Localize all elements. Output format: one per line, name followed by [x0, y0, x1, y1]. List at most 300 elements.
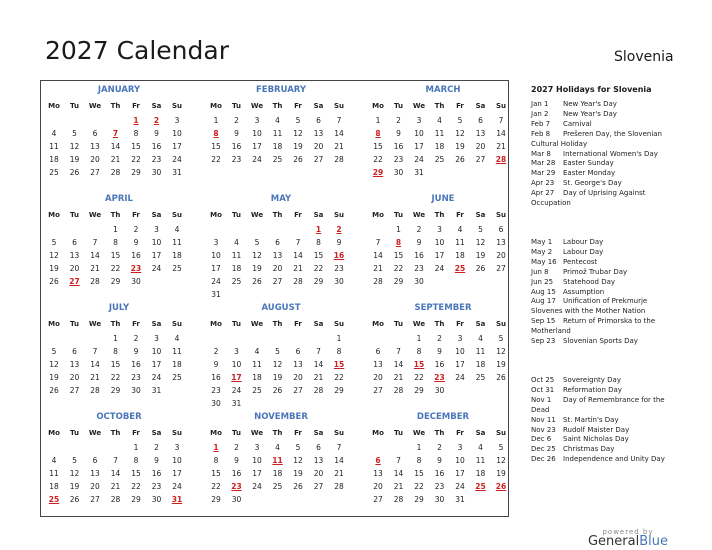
- calendar-day: 15: [313, 251, 324, 260]
- holiday-day: 27: [69, 277, 80, 286]
- calendar-day: 22: [131, 482, 141, 491]
- calendar-day: 21: [90, 264, 100, 273]
- calendar-day: 12: [252, 251, 262, 260]
- holiday-date: Jun 8: [531, 267, 549, 276]
- calendar-day: 3: [437, 225, 442, 234]
- calendar-day: 19: [252, 264, 262, 273]
- holiday-date: Jun 25: [531, 277, 554, 286]
- calendar-day: 30: [334, 277, 344, 286]
- calendar-day: 2: [234, 443, 239, 452]
- holiday-name: Sovereignty Day: [563, 376, 621, 384]
- holiday-item: [531, 386, 666, 396]
- calendar-day: 24: [434, 264, 445, 273]
- calendar-day: 24: [252, 155, 262, 164]
- calendar-day: 6: [72, 347, 77, 356]
- calendar-day: 22: [110, 264, 121, 273]
- brand-name-a: General: [587, 534, 640, 549]
- weekday-label: We: [250, 429, 264, 437]
- weekday-label: Mo: [210, 429, 222, 437]
- calendar-day: 19: [455, 142, 465, 151]
- calendar-day: 30: [414, 277, 424, 286]
- calendar-day: 8: [133, 129, 139, 138]
- holiday-date: Mar 29: [531, 169, 556, 178]
- holiday-date: Feb 8: [531, 129, 551, 138]
- calendar-day: 12: [455, 129, 465, 138]
- month-name: FEBRUARY: [255, 85, 307, 95]
- holiday-day: 23: [434, 373, 445, 382]
- calendar-day: 12: [293, 129, 303, 138]
- holiday-name: Day of Uprising Against Occupation: [531, 189, 646, 208]
- calendar-day: 5: [457, 116, 463, 125]
- calendar-day: 13: [90, 469, 100, 478]
- calendar-day: 23: [131, 373, 141, 382]
- calendar-day: 19: [293, 142, 303, 151]
- calendar-day: 19: [272, 373, 283, 382]
- month-name: AUGUST: [261, 303, 301, 313]
- calendar-day: 31: [211, 290, 221, 299]
- holiday-name: Labour Day: [563, 238, 604, 246]
- calendar-day: 12: [69, 142, 80, 151]
- calendar-day: 4: [51, 129, 57, 138]
- calendar-day: 20: [373, 482, 383, 491]
- holiday-date: Nov 23: [531, 425, 556, 434]
- weekday-label: Fr: [132, 211, 140, 219]
- calendar-day: 10: [151, 238, 162, 247]
- calendar-day: 29: [110, 386, 121, 395]
- weekday-label: Sa: [151, 429, 162, 437]
- calendar-day: 16: [393, 142, 404, 151]
- calendar-day: 5: [51, 347, 57, 356]
- calendar-day: 10: [172, 129, 182, 138]
- calendar-day: 19: [69, 482, 80, 491]
- weekday-label: Sa: [475, 211, 486, 219]
- calendar-day: 7: [92, 238, 98, 247]
- calendar-day: 28: [373, 277, 383, 286]
- calendar-day: 3: [213, 238, 219, 247]
- calendar-day: 3: [154, 225, 159, 234]
- calendar-day: 30: [231, 495, 242, 504]
- calendar-day: 14: [313, 360, 324, 369]
- weekday-label: Su: [333, 102, 345, 110]
- holiday-name: Statehood Day: [563, 277, 616, 286]
- calendar-day: 30: [131, 277, 141, 286]
- holiday-day: 25: [475, 482, 486, 491]
- holiday-name: New Year's Day: [563, 100, 617, 108]
- holiday-day: 1: [315, 225, 322, 234]
- weekday-label: Tu: [394, 211, 403, 219]
- weekday-label: Tu: [232, 320, 241, 328]
- calendar-day: 30: [434, 386, 445, 395]
- calendar-day: 5: [254, 238, 260, 247]
- calendar-day: 28: [393, 386, 404, 395]
- calendar-day: 27: [313, 482, 324, 491]
- weekday-label: Tu: [70, 320, 79, 328]
- calendar-day: 27: [90, 168, 100, 177]
- holiday-item: [531, 130, 666, 150]
- calendar-day: 24: [211, 277, 221, 286]
- weekday-label: Fr: [294, 320, 302, 328]
- calendar-day: 15: [373, 142, 383, 151]
- holiday-day: 15: [413, 360, 425, 369]
- holiday-item: [531, 455, 666, 465]
- weekday-label: Mo: [48, 320, 60, 328]
- weekday-label: Su: [171, 211, 183, 219]
- calendar-day: 11: [475, 347, 486, 356]
- holiday-item: [531, 248, 666, 258]
- holiday-item: [531, 258, 666, 268]
- calendar-day: 20: [69, 373, 80, 382]
- calendar-day: 29: [131, 168, 141, 177]
- calendar-day: 14: [110, 469, 121, 478]
- calendar-day: 7: [336, 116, 342, 125]
- calendar-day: 10: [455, 456, 465, 465]
- holiday-day: 23: [231, 482, 242, 491]
- holiday-name: New Year's Day: [563, 109, 617, 118]
- calendar-day: 12: [475, 238, 486, 247]
- holiday-day: 2: [336, 225, 342, 234]
- calendar-day: 21: [334, 142, 344, 151]
- weekday-label: Th: [272, 320, 283, 328]
- calendar-day: 19: [475, 251, 486, 260]
- calendar-day: 1: [133, 443, 139, 452]
- holiday-item: [531, 416, 666, 426]
- holiday-item: [531, 396, 666, 416]
- calendar-day: 26: [293, 155, 303, 164]
- calendar-day: 2: [213, 347, 219, 356]
- calendar-day: 25: [252, 386, 262, 395]
- weekday-label: Tu: [232, 102, 241, 110]
- holiday-name: Carnival: [563, 119, 592, 128]
- calendar-day: 8: [113, 238, 118, 247]
- weekday-label: Su: [333, 211, 345, 219]
- holiday-name: Return of Primorska to the Motherland: [531, 317, 656, 336]
- holiday-name: International Women's Day: [563, 149, 658, 158]
- calendar-day: 17: [434, 251, 445, 260]
- holiday-name: Assumption: [563, 287, 605, 296]
- calendar-day: 5: [51, 238, 57, 247]
- weekday-label: Tu: [232, 429, 241, 437]
- calendar-day: 11: [172, 347, 182, 356]
- calendar-day: 10: [151, 347, 162, 356]
- calendar-day: 6: [275, 238, 280, 247]
- holiday-name: Day of Remembrance for the Dead: [531, 395, 665, 414]
- calendar-day: 18: [475, 360, 486, 369]
- calendar-day: 4: [478, 334, 483, 343]
- weekday-label: Sa: [313, 211, 324, 219]
- calendar-day: 16: [434, 360, 445, 369]
- calendar-day: 23: [151, 482, 162, 491]
- calendar-day: 15: [131, 469, 141, 478]
- holiday-day: 1: [133, 116, 139, 125]
- calendar-day: 2: [133, 225, 139, 234]
- holiday-date: Feb 7: [531, 119, 551, 128]
- holiday-item: [531, 337, 666, 347]
- holiday-date: Dec 26: [531, 455, 556, 464]
- holidays-title: 2027 Holidays for Slovenia: [531, 85, 652, 94]
- calendar-day: 4: [275, 116, 280, 125]
- calendar-day: 20: [272, 264, 283, 273]
- holiday-item: [531, 189, 666, 209]
- calendar-day: 5: [478, 225, 483, 234]
- brand-name: [583, 534, 673, 549]
- weekday-label: We: [88, 102, 102, 110]
- holiday-day: 7: [112, 129, 119, 138]
- calendar-day: 26: [455, 155, 465, 164]
- calendar-day: 20: [293, 373, 303, 382]
- calendar-day: 23: [231, 155, 242, 164]
- calendar-day: 1: [375, 116, 381, 125]
- holiday-date: Apr 27: [531, 189, 555, 198]
- calendar-day: 19: [496, 469, 506, 478]
- calendar-day: 12: [49, 360, 59, 369]
- calendar-day: 19: [49, 373, 59, 382]
- calendar-day: 31: [455, 495, 465, 504]
- weekday-label: Tu: [232, 211, 241, 219]
- calendar-day: 7: [498, 116, 504, 125]
- calendar-day: 26: [69, 495, 80, 504]
- calendar-day: 20: [313, 469, 324, 478]
- holiday-date: Mar 28: [531, 159, 556, 168]
- month-name: SEPTEMBER: [414, 303, 472, 313]
- weekday-label: Th: [110, 320, 121, 328]
- holiday-item: [531, 110, 666, 120]
- calendar-day: 2: [396, 116, 401, 125]
- month-name: MARCH: [425, 85, 461, 95]
- weekday-label: We: [412, 429, 426, 437]
- calendar-day: 4: [275, 443, 280, 452]
- calendar-day: 4: [437, 116, 442, 125]
- calendar-day: 4: [457, 225, 463, 234]
- holiday-date: Jan 1: [531, 100, 549, 108]
- weekday-label: Tu: [394, 320, 403, 328]
- calendar-day: 9: [154, 129, 159, 138]
- calendar-day: 6: [316, 116, 321, 125]
- brand-logo: [583, 528, 673, 549]
- calendar-day: 16: [434, 469, 445, 478]
- calendar-day: 20: [90, 155, 100, 164]
- calendar-day: 9: [396, 129, 401, 138]
- calendar-day: 29: [110, 277, 121, 286]
- calendar-day: 20: [496, 251, 506, 260]
- weekday-label: Sa: [151, 320, 162, 328]
- holiday-day: 25: [454, 264, 466, 273]
- calendar-day: 16: [131, 360, 141, 369]
- calendar-day: 10: [211, 251, 221, 260]
- calendar-day: 28: [110, 168, 121, 177]
- calendar-day: 21: [110, 155, 121, 164]
- calendar-grid: [40, 80, 509, 517]
- holiday-day: 8: [375, 129, 381, 138]
- weekday-label: Fr: [456, 102, 464, 110]
- calendar-day: 25: [172, 264, 182, 273]
- calendar-day: 3: [416, 116, 422, 125]
- calendar-day: 27: [475, 155, 486, 164]
- weekday-label: Su: [333, 429, 345, 437]
- calendar-day: 21: [90, 373, 100, 382]
- calendar-day: 22: [313, 264, 324, 273]
- weekday-label: Mo: [48, 102, 60, 110]
- holiday-list-2: [531, 238, 666, 347]
- calendar-day: 14: [334, 129, 344, 138]
- weekday-label: Sa: [475, 102, 486, 110]
- weekday-label: Tu: [70, 429, 79, 437]
- calendar-day: 24: [172, 482, 182, 491]
- holiday-name: Labour Day: [563, 247, 604, 256]
- weekday-label: Mo: [48, 429, 60, 437]
- calendar-day: 20: [69, 264, 80, 273]
- calendar-day: 14: [393, 360, 404, 369]
- calendar-day: 25: [172, 373, 182, 382]
- weekday-label: Sa: [151, 102, 162, 110]
- weekday-label: Su: [171, 102, 183, 110]
- calendar-day: 25: [272, 155, 283, 164]
- weekday-label: Th: [434, 320, 445, 328]
- holiday-date: Sep 15: [531, 317, 556, 326]
- calendar-day: 19: [49, 264, 59, 273]
- calendar-day: 18: [272, 142, 283, 151]
- calendar-day: 21: [373, 264, 383, 273]
- weekday-label: Su: [171, 320, 183, 328]
- calendar-day: 13: [313, 129, 324, 138]
- calendar-day: 24: [455, 482, 465, 491]
- calendar-day: 18: [172, 251, 182, 260]
- calendar-day: 10: [172, 456, 182, 465]
- calendar-day: 23: [211, 386, 221, 395]
- calendar-day: 4: [174, 334, 180, 343]
- holiday-item: [531, 179, 666, 189]
- calendar-day: 6: [92, 129, 98, 138]
- calendar-day: 10: [455, 347, 465, 356]
- weekday-label: Sa: [313, 320, 324, 328]
- calendar-day: 22: [334, 373, 344, 382]
- calendar-day: 20: [90, 482, 100, 491]
- calendar-day: 22: [211, 155, 221, 164]
- calendar-day: 30: [131, 386, 141, 395]
- calendar-day: 3: [174, 116, 180, 125]
- calendar-day: 14: [110, 142, 121, 151]
- calendar-day: 8: [213, 456, 219, 465]
- page-title: 2027 Calendar: [45, 36, 229, 65]
- calendar-day: 9: [133, 238, 139, 247]
- calendar-day: 17: [455, 469, 465, 478]
- holiday-name: Pentecost: [563, 257, 598, 266]
- calendar-day: 29: [334, 386, 344, 395]
- calendar-day: 8: [316, 238, 321, 247]
- month-name: NOVEMBER: [254, 412, 308, 422]
- holiday-day: 8: [395, 238, 402, 247]
- calendar-day: 18: [49, 155, 59, 164]
- calendar-day: 17: [414, 142, 424, 151]
- calendar-day: 28: [90, 386, 100, 395]
- calendar-day: 22: [414, 373, 424, 382]
- month-name: MAY: [270, 194, 292, 204]
- calendar-day: 24: [172, 155, 182, 164]
- calendar-day: 27: [90, 495, 100, 504]
- calendar-day: 21: [313, 373, 324, 382]
- weekday-label: Mo: [210, 102, 222, 110]
- weekday-label: Th: [272, 429, 283, 437]
- weekday-label: Su: [495, 429, 507, 437]
- weekday-label: We: [250, 102, 264, 110]
- holiday-list-1: [531, 100, 666, 209]
- holiday-day: 6: [375, 456, 381, 465]
- weekday-label: Sa: [475, 320, 486, 328]
- calendar-day: 18: [455, 251, 465, 260]
- calendar-day: 23: [151, 155, 162, 164]
- calendar-day: 7: [92, 347, 98, 356]
- calendar-day: 19: [293, 469, 303, 478]
- weekday-label: We: [412, 320, 426, 328]
- calendar-day: 1: [416, 334, 422, 343]
- calendar-day: 5: [295, 116, 301, 125]
- calendar-day: 5: [498, 443, 504, 452]
- calendar-day: 10: [231, 360, 242, 369]
- calendar-day: 29: [131, 495, 141, 504]
- calendar-day: 27: [69, 386, 80, 395]
- calendar-day: 1: [213, 116, 219, 125]
- calendar-day: 6: [478, 116, 483, 125]
- calendar-day: 17: [252, 469, 262, 478]
- calendar-day: 29: [313, 277, 324, 286]
- calendar-day: 28: [393, 495, 404, 504]
- calendar-day: 20: [373, 373, 383, 382]
- calendar-day: 16: [151, 469, 162, 478]
- calendar-day: 12: [49, 251, 59, 260]
- calendar-day: 31: [231, 399, 242, 408]
- weekday-label: Fr: [294, 102, 302, 110]
- calendar-day: 31: [151, 386, 162, 395]
- calendar-day: 11: [434, 129, 445, 138]
- weekday-label: Su: [495, 102, 507, 110]
- calendar-day: 7: [316, 347, 321, 356]
- calendar-day: 1: [416, 443, 422, 452]
- calendar-day: 15: [393, 251, 404, 260]
- weekday-label: Mo: [210, 320, 222, 328]
- holiday-name: Primož Trubar Day: [563, 267, 628, 276]
- calendar-day: 26: [69, 168, 80, 177]
- calendar-day: 28: [334, 155, 344, 164]
- calendar-day: 1: [396, 225, 401, 234]
- holiday-day: 28: [495, 155, 507, 164]
- calendar-day: 9: [437, 347, 442, 356]
- weekday-label: Fr: [294, 211, 302, 219]
- calendar-day: 5: [275, 347, 280, 356]
- calendar-day: 24: [414, 155, 424, 164]
- weekday-label: Mo: [210, 211, 222, 219]
- weekday-label: Th: [434, 102, 445, 110]
- calendar-day: 10: [434, 238, 445, 247]
- calendar-day: 9: [133, 347, 139, 356]
- calendar-day: 30: [151, 495, 162, 504]
- calendar-day: 4: [174, 225, 180, 234]
- weekday-label: We: [250, 320, 264, 328]
- holiday-date: Apr 23: [531, 179, 555, 188]
- calendar-day: 26: [272, 386, 283, 395]
- calendar-day: 2: [234, 116, 239, 125]
- calendar-day: 8: [133, 456, 139, 465]
- calendar-day: 21: [496, 142, 506, 151]
- holiday-day: 31: [171, 495, 183, 504]
- calendar-day: 10: [414, 129, 424, 138]
- calendar-day: 18: [434, 142, 445, 151]
- calendar-day: 17: [151, 360, 162, 369]
- weekday-label: Tu: [394, 102, 403, 110]
- holiday-date: May 2: [531, 247, 553, 256]
- calendar-day: 6: [295, 347, 301, 356]
- calendar-day: 5: [72, 129, 77, 138]
- month-name: DECEMBER: [416, 412, 470, 422]
- calendar-day: 28: [110, 495, 121, 504]
